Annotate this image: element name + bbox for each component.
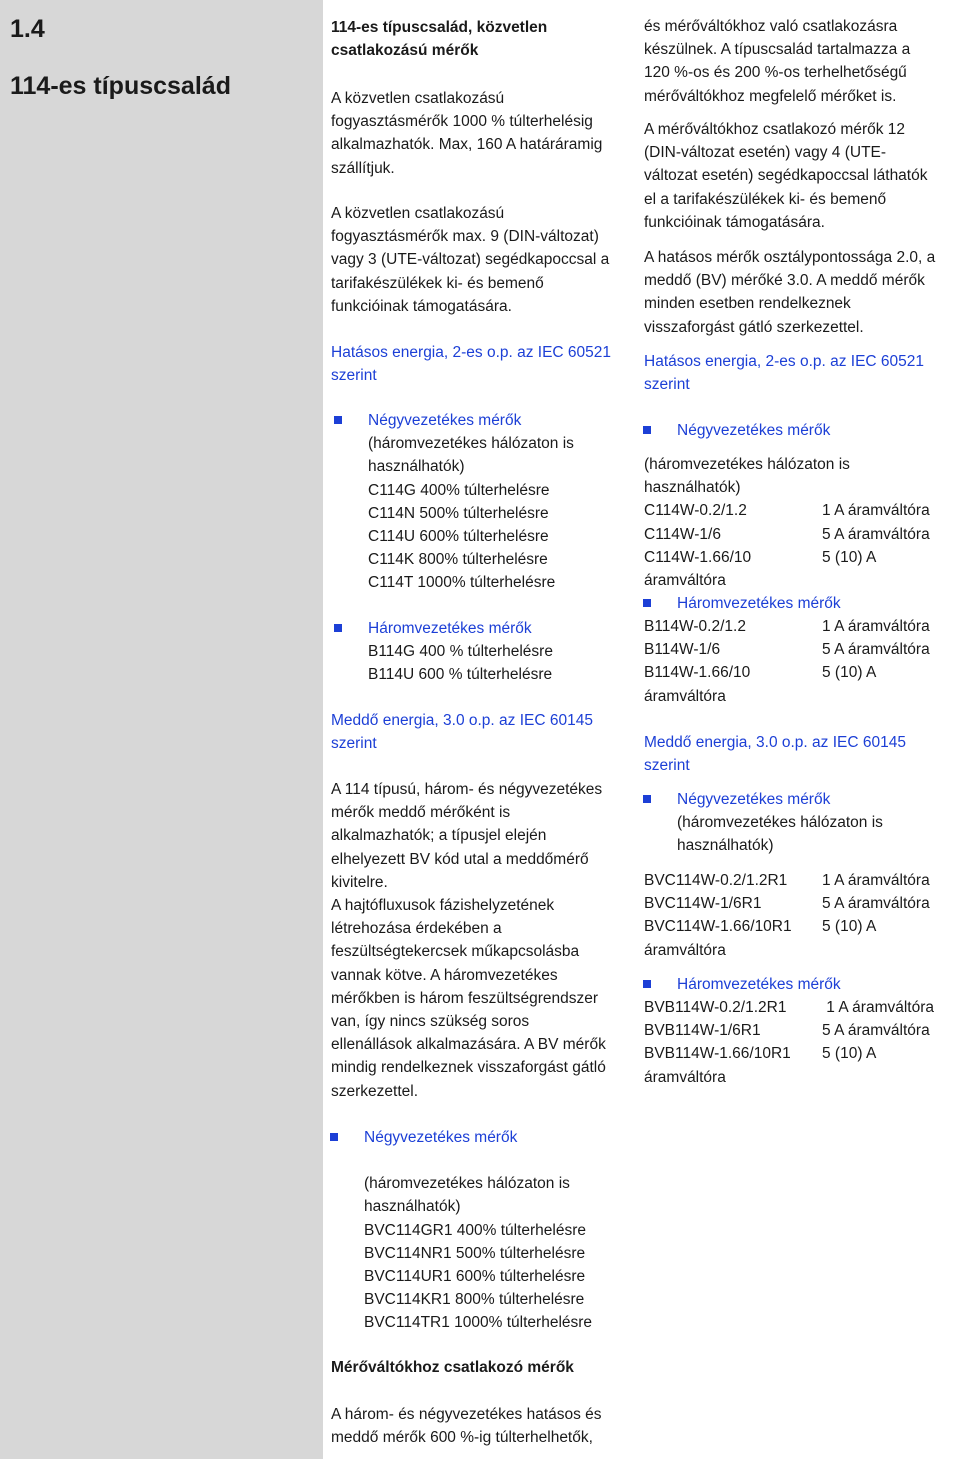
section-title: 114-es típuscsalád bbox=[10, 72, 231, 100]
text-line: BVC114W-1.66/10R1 bbox=[644, 918, 792, 936]
text-line: 114-es típuscsalád, közvetlen bbox=[331, 19, 548, 36]
text-line: B114U 600 % túlterhelésre bbox=[368, 666, 553, 684]
left-para4 bbox=[331, 1403, 651, 1449]
text-line: áramváltóra bbox=[644, 572, 726, 590]
bullet-square-icon bbox=[643, 426, 651, 434]
text-line: B114W-1/6 bbox=[644, 641, 721, 659]
text-line: mérőkben is három feszültségrendszer bbox=[331, 989, 599, 1007]
list-item-title bbox=[327, 1126, 647, 1149]
right-list-bvc bbox=[640, 788, 956, 858]
right-para1 bbox=[644, 15, 956, 108]
text-line: meddő (BV) mérőké 3.0. A meddő mérők bbox=[644, 272, 925, 290]
right-bvb-table bbox=[644, 996, 956, 1089]
text-line: BVB114W-0.2/1.2R1 bbox=[644, 999, 787, 1016]
text-line: alkalmazhatók; a típusjel elején bbox=[331, 827, 547, 845]
table-row bbox=[644, 615, 956, 638]
text-line: csatlakozású mérők bbox=[331, 42, 479, 60]
text-line: 5 (10) A bbox=[822, 664, 877, 682]
bullet-square-icon bbox=[643, 599, 651, 607]
text-line: Négyvezetékes mérők bbox=[368, 412, 522, 429]
table-row bbox=[644, 523, 956, 546]
text-line: használhatók) bbox=[364, 1198, 461, 1216]
text-line: BVC114NR1 500% túlterhelésre bbox=[364, 1244, 586, 1262]
text-line: BVC114UR1 600% túlterhelésre bbox=[364, 1268, 586, 1286]
text-line: fogyasztásmérők max. 9 (DIN-változat) bbox=[331, 228, 599, 246]
list-item-title bbox=[640, 788, 956, 811]
text-line: fogyasztásmérők 1000 % túlterhelésig bbox=[331, 113, 593, 131]
left-para2 bbox=[331, 202, 631, 318]
text-line: Háromvezetékes mérők bbox=[677, 976, 841, 993]
text-line: 120 %-os és 200 %-os terhelhetőségű bbox=[644, 64, 907, 82]
text-line: A közvetlen csatlakozású bbox=[331, 205, 505, 222]
text-line: B114W-0.2/1.2 bbox=[644, 618, 746, 635]
text-line: mérők meddő mérőként is bbox=[331, 804, 511, 822]
text-line: 5 (10) A bbox=[822, 918, 877, 936]
text-line: Négyvezetékes mérők bbox=[364, 1129, 518, 1146]
text-line: A 114 típusú, három- és négyvezetékes bbox=[331, 781, 603, 798]
text-line: szerint bbox=[331, 367, 377, 385]
text-line: A hajtófluxusok fázishelyzetének bbox=[331, 897, 555, 915]
text-line: 5 (10) A bbox=[822, 548, 877, 566]
text-line: BVB114W-1/6R1 bbox=[644, 1022, 761, 1040]
text-line: alkalmazhatók. Max, 160 A határáramig bbox=[331, 136, 603, 154]
table-row bbox=[644, 661, 956, 684]
text-line: áramváltóra bbox=[644, 687, 726, 705]
right-three-wire-table bbox=[644, 615, 956, 708]
text-line: C114U 600% túlterhelésre bbox=[368, 528, 549, 546]
text-line: Hatásos energia, 2-es o.p. az IEC 60521 bbox=[644, 353, 925, 370]
text-line: B114G 400 % túlterhelésre bbox=[368, 643, 553, 661]
table-row bbox=[644, 892, 956, 915]
text-line: A három- és négyvezetékes hatásos és bbox=[331, 1406, 602, 1423]
text-line: C114K 800% túlterhelésre bbox=[368, 551, 548, 569]
text-line: Háromvezetékes mérők bbox=[368, 620, 532, 637]
left-column-top bbox=[331, 16, 631, 62]
text-line: szerint bbox=[644, 757, 690, 775]
text-line: 5 (10) A bbox=[822, 1045, 877, 1063]
table-row bbox=[644, 499, 956, 522]
text-line: C114W-0.2/1.2 bbox=[644, 502, 747, 520]
text-line: meddő mérők 600 %-ig túlterhelhetők, bbox=[331, 1429, 593, 1447]
text-line: 1 A áramváltóra bbox=[822, 618, 930, 635]
text-line bbox=[327, 1172, 647, 1334]
left-subheading-reactive-energy bbox=[331, 709, 631, 755]
text-line: feszültségtekercsek műkapcsolásba bbox=[331, 943, 580, 961]
text-line: (háromvezetékes hálózaton is bbox=[644, 456, 850, 473]
table-row bbox=[644, 996, 956, 1019]
text-line: BVB114W-1.66/10R1 bbox=[644, 1045, 791, 1063]
text-line: A mérőváltókhoz csatlakozó mérők 12 bbox=[644, 121, 906, 138]
text-line bbox=[331, 640, 631, 686]
table-row bbox=[644, 638, 956, 661]
text-line: (háromvezetékes hálózaton is bbox=[677, 814, 883, 832]
text-line: el a tarifakészülékek ki- és bemenő bbox=[644, 190, 887, 208]
text-line bbox=[331, 432, 631, 594]
text-line: C114W-1.66/10 bbox=[644, 548, 752, 566]
text-line: 5 A áramváltóra bbox=[822, 641, 930, 659]
text-line: BVC114W-0.2/1.2R1 bbox=[644, 872, 788, 889]
right-para3 bbox=[644, 246, 956, 339]
text-line: Négyvezetékes mérők bbox=[677, 791, 831, 808]
text-line: C114T 1000% túlterhelésre bbox=[368, 574, 556, 592]
left-heading bbox=[331, 16, 631, 62]
left-para1 bbox=[331, 87, 631, 180]
list-item-title bbox=[331, 617, 631, 640]
text-line: A hatásos mérők osztálypontossága 2.0, a bbox=[644, 249, 936, 266]
text-line: szállítjuk. bbox=[331, 159, 395, 177]
text-line: 5 A áramváltóra bbox=[822, 1022, 930, 1040]
text-line: Meddő energia, 3.0 o.p. az IEC 60145 bbox=[331, 712, 593, 729]
text-line: áramváltóra bbox=[644, 1068, 726, 1086]
bullet-square-icon bbox=[334, 624, 342, 632]
bullet-square-icon bbox=[330, 1133, 338, 1141]
text-line: változat esetén) segédkapoccsal láthatók bbox=[644, 167, 928, 185]
text-line: C114G 400% túlterhelésre bbox=[368, 481, 550, 499]
text-line: szerint bbox=[331, 735, 377, 753]
section-number: 1.4 bbox=[10, 15, 45, 43]
text-line: szerint bbox=[644, 376, 690, 394]
left-heading-transformer-meters: Mérőváltókhoz csatlakozó mérők bbox=[331, 1359, 574, 1376]
list-item-title bbox=[331, 409, 631, 432]
right-four-wire-table bbox=[644, 453, 956, 592]
text-line: (DIN-változat esetén) vagy 4 (UTE- bbox=[644, 144, 887, 162]
text-line: mindig rendelkeznek visszaforgást gátló bbox=[331, 1059, 606, 1077]
text-line: A közvetlen csatlakozású bbox=[331, 90, 505, 107]
text-line: áramváltóra bbox=[644, 941, 726, 959]
text-line: tarifakészülékek ki- és bemenő bbox=[331, 274, 544, 292]
text-line: szerkezettel. bbox=[331, 1082, 419, 1100]
table-row bbox=[644, 546, 956, 569]
text-line: C114N 500% túlterhelésre bbox=[368, 504, 549, 522]
right-list-three-wire bbox=[640, 592, 956, 615]
text-line: Hatásos energia, 2-es o.p. az IEC 60521 bbox=[331, 344, 612, 361]
left-list-four-wire bbox=[331, 409, 631, 595]
text-line: használhatók) bbox=[677, 837, 774, 855]
text-line: vagy 3 (UTE-változat) segédkapoccsal a bbox=[331, 251, 610, 269]
text-line: (háromvezetékes hálózaton is bbox=[368, 435, 574, 453]
list-item-title bbox=[640, 419, 956, 442]
left-list-bvc bbox=[327, 1126, 647, 1335]
text-line: funkcióinak támogatására. bbox=[644, 213, 825, 231]
table-row bbox=[644, 1019, 956, 1042]
text-line: készülnek. A típuscsalád tartalmazza a bbox=[644, 41, 911, 59]
text-line bbox=[640, 811, 956, 857]
text-line: és mérőváltókhoz való csatlakozásra bbox=[644, 18, 898, 35]
text-line: C114W-1/6 bbox=[644, 525, 721, 543]
table-row bbox=[644, 915, 956, 938]
text-line: BVC114KR1 800% túlterhelésre bbox=[364, 1291, 585, 1309]
text-line: mérőváltókhoz megfelelő mérőket is. bbox=[644, 87, 897, 105]
left-subheading-active-energy bbox=[331, 341, 631, 387]
text-line: ellenállások alkalmazására. A BV mérők bbox=[331, 1036, 606, 1054]
list-item-title bbox=[640, 592, 956, 615]
text-line: kivitelre. bbox=[331, 873, 388, 891]
text-line: Meddő energia, 3.0 o.p. az IEC 60145 bbox=[644, 734, 906, 751]
text-line: BVC114W-1/6R1 bbox=[644, 895, 762, 913]
text-line: használhatók) bbox=[368, 458, 465, 476]
text-line: elhelyezett BV kód utal a meddőmérő bbox=[331, 850, 589, 868]
text-line: 5 A áramváltóra bbox=[822, 525, 930, 543]
text-line: 1 A áramváltóra bbox=[822, 999, 935, 1016]
text-line: Négyvezetékes mérők bbox=[677, 422, 831, 439]
text-line: funkcióinak támogatására. bbox=[331, 297, 512, 315]
table-row bbox=[644, 869, 956, 892]
bullet-square-icon bbox=[334, 416, 342, 424]
bullet-square-icon bbox=[643, 980, 651, 988]
text-line: van, így nincs szükség soros bbox=[331, 1013, 530, 1031]
text-line: BVC114GR1 400% túlterhelésre bbox=[364, 1221, 587, 1239]
text-line: visszaforgást gátló szerkezettel. bbox=[644, 318, 864, 336]
right-list-four-wire bbox=[640, 419, 956, 442]
table-row bbox=[644, 1042, 956, 1065]
text-line: B114W-1.66/10 bbox=[644, 664, 751, 682]
bullet-square-icon bbox=[643, 795, 651, 803]
right-subheading-active-energy bbox=[644, 350, 956, 396]
text-line: vannak kötve. A háromvezetékes bbox=[331, 966, 558, 984]
text-line: BVC114TR1 1000% túlterhelésre bbox=[364, 1314, 593, 1332]
sidebar-panel bbox=[0, 0, 323, 1459]
text-line: minden esetben rendelkeznek bbox=[644, 295, 851, 313]
text-line: Háromvezetékes mérők bbox=[677, 595, 841, 612]
left-para3 bbox=[331, 778, 631, 1103]
text-line: létrehozása érdekében a bbox=[331, 920, 502, 938]
right-list-bvb bbox=[640, 973, 956, 996]
left-list-three-wire bbox=[331, 617, 631, 687]
right-bvc-table bbox=[644, 869, 956, 962]
text-line: 1 A áramváltóra bbox=[822, 502, 930, 520]
right-para2 bbox=[644, 118, 956, 234]
list-item-title bbox=[640, 973, 956, 996]
text-line: 1 A áramváltóra bbox=[822, 872, 930, 889]
right-subheading-reactive-energy bbox=[644, 731, 956, 777]
text-line: használhatók) bbox=[644, 479, 741, 497]
text-line: 5 A áramváltóra bbox=[822, 895, 930, 913]
text-line: (háromvezetékes hálózaton is bbox=[364, 1175, 570, 1193]
